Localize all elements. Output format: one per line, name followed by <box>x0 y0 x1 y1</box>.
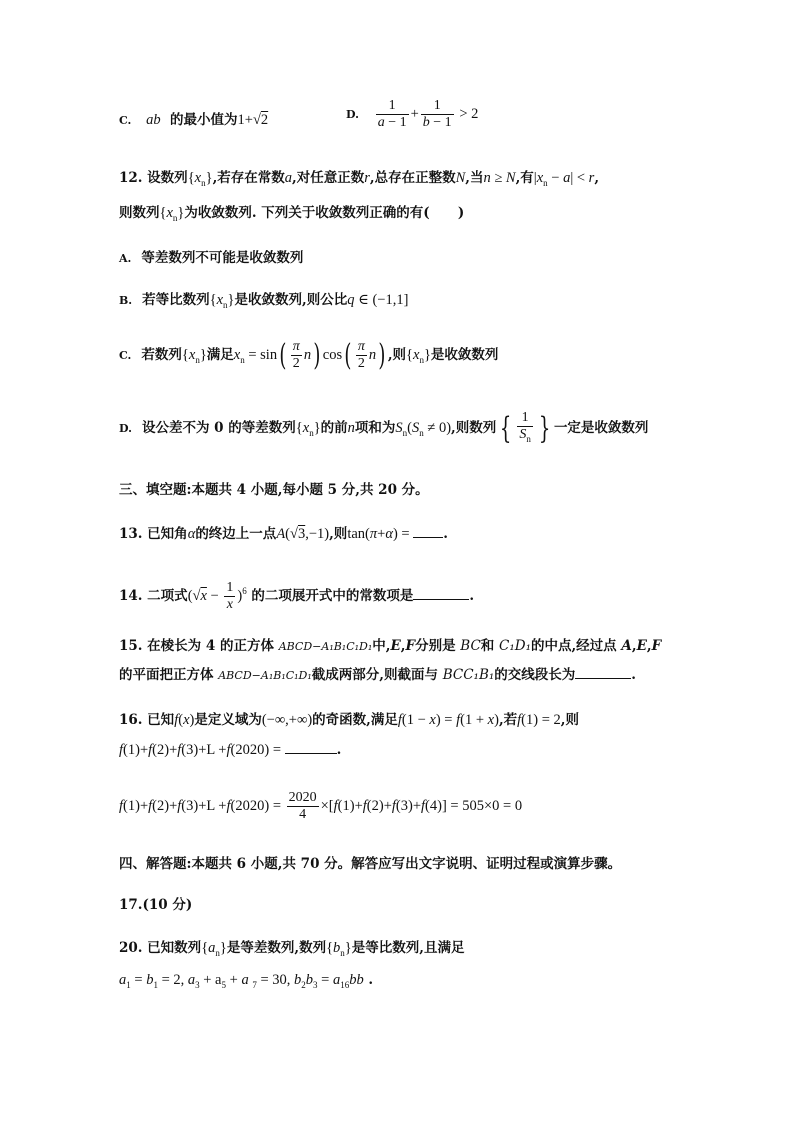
option-label: D. <box>119 421 132 435</box>
q12-stem-line1: 12. 设数列$\{x_n\}$,若存在常数a,对任意正数r,总存在正整数N,当n ≥ N,有$|x_n - a| < r$, <box>119 170 600 188</box>
option-label: A. <box>119 252 132 265</box>
q11-option-d: D. $\frac{1}{a - 1}$ + $\frac{1}{b - 1}$ > 2 <box>346 98 479 130</box>
q13: 13. 已知角α的终边上一点A(√3,−1),则tan(π+α) = . <box>119 526 448 542</box>
q17: 17.(10 分) <box>119 897 193 913</box>
option-label: D. <box>346 108 359 121</box>
q20-line2: $a_1 = b_1 = 2$, $a_3 + a_5 + a$ $_7$ = 30, $b_2b_3 = a_{16}bb$ . <box>119 972 374 990</box>
section-4-heading: 四、解答题:本题共 6 小题,共 70 分。解答应写出文字说明、证明过程或演算步骤。 <box>119 856 622 872</box>
q11-option-c: C. ab 的最小值为1+√2 <box>119 112 269 128</box>
option-label: C. <box>119 114 132 127</box>
section-3-heading: 三、填空题:本题共 4 小题,每小题 5 分,共 20 分。 <box>119 482 429 498</box>
q14: 14. 二项式(√x − $\frac{1}{x}$ )$^6$ 的二项展开式中的常数项是 . <box>119 580 475 612</box>
q15-line2: 的平面把正方体 ABCD−A₁B₁C₁D₁截成两部分,则截面与 BCC₁B₁的交线段长为 . <box>119 667 636 683</box>
option-label: C. <box>119 349 132 362</box>
q20-line1: 20. 已知数列$\{a_n\}$是等差数列,数列$\{b_n\}$是等比数列,且满足 <box>119 940 465 958</box>
q12-stem-line2: 则数列$\{x_n\}$为收敛数列. 下列关于收敛数列正确的有( ) <box>119 205 465 223</box>
option-label: B. <box>119 294 133 307</box>
q12-option-b: B. 若等比数列$\{x_n\}$是收敛数列,则公比q ∈ (−1,1] <box>119 292 409 310</box>
q16-line1: 16. 已知f(x)是定义域为(−∞,+∞)的奇函数,满足f(1 − x) = f(1 + x),若f(1) = 2,则 <box>119 712 579 728</box>
q16-line2: f(1)+f(2)+f(3)+L +f(2020) = . <box>119 742 342 758</box>
q16-solution: f(1)+f(2)+f(3)+L +f(2020) = $\frac{2020}{4}$ ×[f(1)+f(2)+f(3)+f(4)] = 505×0 = 0 <box>119 790 523 822</box>
q12-option-a: A. 等差数列不可能是收敛数列 <box>119 250 304 266</box>
q12-option-d: D. 设公差不为 0 的等差数列$\{x_n\}$的前n项和为$S_n(S_n \ne 0)$,则数列 { $\frac{1}{S_n}$ } 一定是收敛数列 <box>119 410 649 446</box>
q15-line1: 15. 在棱长为 4 的正方体 ABCD−A₁B₁C₁D₁中,E,F分别是 BC和 C₁D₁的中点,经过点 A,E,F <box>119 638 662 654</box>
q12-option-c: C. 若数列$\{x_n\}$满足$x_n = \sin$( $\frac{\pi}{2}$ n) cos( $\frac{\pi}{2}$ n) ,则$\{x_n\}$是收敛数列 <box>119 338 499 373</box>
